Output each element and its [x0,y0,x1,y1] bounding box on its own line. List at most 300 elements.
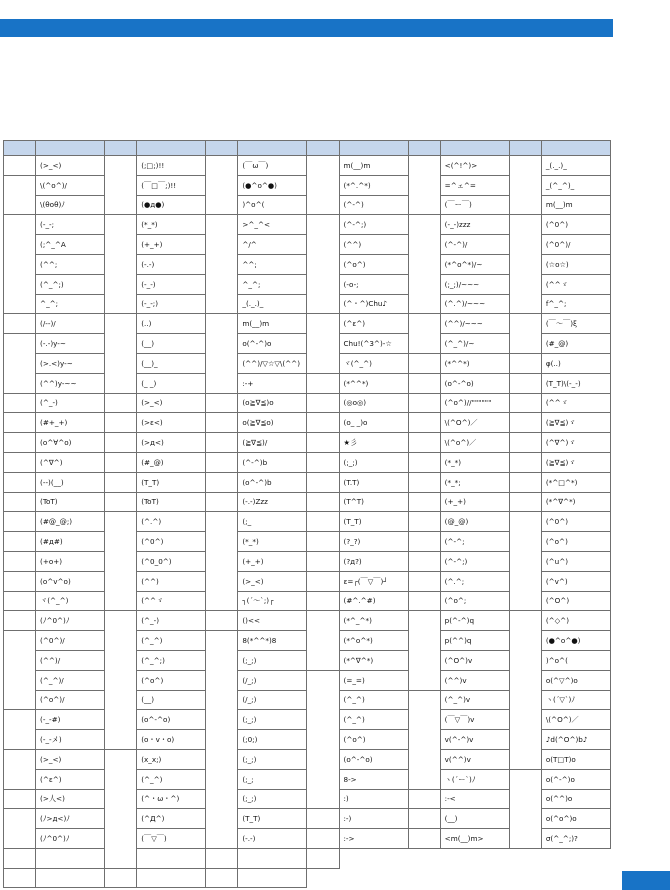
emoticon-cell[interactable] [4,848,36,868]
key-cell [4,749,36,789]
emoticon-cell[interactable]: (-.-)y-~ [36,334,105,354]
key-cell [408,452,440,472]
emoticon-cell[interactable]: (o・v・o) [137,730,206,750]
emoticon-cell[interactable]: (;_;) [238,749,307,769]
emoticon-cell[interactable]: (;_;) [238,710,307,730]
key-cell [307,571,339,591]
header-key-cell [307,141,339,156]
emoticon-cell[interactable]: (^-^; [440,532,509,552]
emoticon-cell[interactable]: (-o-; [339,274,408,294]
emoticon-cell[interactable]: (>д<) [137,433,206,453]
key-cell [4,175,36,215]
emoticon-cell[interactable]: (;_;) [238,789,307,809]
emoticon-cell[interactable]: (^^)/ [36,650,105,670]
emoticon-cell[interactable]: (/_;) [238,690,307,710]
emoticon-cell[interactable]: ε=┌(￣▽￣)┘ [339,571,408,591]
emoticon-cell[interactable]: (--)(__) [36,472,105,492]
emoticon-cell[interactable]: o(^^)o [541,789,610,809]
emoticon-cell[interactable]: (^.^) [137,512,206,532]
emoticon-cell[interactable]: (*^^*) [440,353,509,373]
key-cell [509,769,541,848]
emoticon-cell[interactable]: (^^) [339,235,408,255]
table-row [4,433,611,453]
key-cell [105,472,137,492]
emoticon-cell[interactable]: (^_^) [339,710,408,730]
emoticon-cell[interactable]: (^0_0^) [137,551,206,571]
emoticon-cell[interactable]: (^-^)b [238,452,307,472]
emoticon-cell[interactable]: ()<< [238,611,307,631]
emoticon-cell[interactable]: o(T□T)o [541,749,610,769]
emoticon-cell[interactable]: o(^-^)o [238,334,307,354]
emoticon-cell[interactable]: (o_ _)o [339,413,408,433]
emoticon-cell[interactable]: (^0^) [541,512,610,532]
emoticon-cell[interactable]: ヾ(^_^) [339,353,408,373]
emoticon-cell[interactable]: (o^v^o) [36,571,105,591]
emoticon-cell[interactable]: p(^^)q [440,631,509,651]
emoticon-cell[interactable]: (o^-^o) [339,749,408,769]
key-cell [105,393,137,413]
emoticon-cell[interactable]: ♪d(^O^)b♪ [541,730,610,750]
emoticon-cell[interactable]: (-_-メ) [36,730,105,750]
emoticon-cell[interactable]: >^_^< [238,215,307,235]
emoticon-cell[interactable]: \(θoθ)ﾉ [36,195,105,215]
emoticon-cell[interactable]: (^ε^) [36,769,105,789]
emoticon-cell[interactable]: (●д●) [137,195,206,215]
emoticon-cell[interactable]: ^^; [238,254,307,274]
emoticon-cell[interactable]: (^o^) [339,730,408,750]
emoticon-cell[interactable]: (*^^*) [339,373,408,393]
emoticon-cell[interactable]: (;_;) [238,650,307,670]
emoticon-cell[interactable]: (^o^) [137,670,206,690]
key-cell [408,789,440,809]
emoticon-cell[interactable]: (o^-^o) [137,710,206,730]
key-cell [307,373,339,393]
emoticon-cell[interactable]: (ToT) [137,492,206,512]
key-cell [408,809,440,829]
emoticon-cell[interactable] [137,868,206,888]
emoticon-cell[interactable]: (=_=) [339,670,408,690]
emoticon-cell[interactable]: (o^-^)b [238,472,307,492]
key-cell [4,314,36,334]
emoticon-cell[interactable]: (^0^)/ [36,631,105,651]
key-cell [307,809,339,829]
emoticon-cell[interactable]: φ(..) [541,353,610,373]
emoticon-cell[interactable]: (*_*) [440,452,509,472]
emoticon-cell[interactable]: (●^o^●) [541,631,610,651]
key-cell [4,512,36,532]
emoticon-cell[interactable]: (>.<)y-~ [36,353,105,373]
key-cell [206,472,238,492]
emoticon-cell[interactable]: ★彡 [339,433,408,453]
emoticon-cell[interactable]: σ(^_^;)? [541,829,610,849]
key-cell [408,433,440,453]
emoticon-cell[interactable]: \(^O^)／ [541,710,610,730]
emoticon-cell[interactable]: (^^)v [440,670,509,690]
key-cell [307,670,339,809]
emoticon-cell[interactable]: (-_-)zzz [440,215,509,235]
emoticon-cell[interactable]: (_ _) [137,373,206,393]
emoticon-cell[interactable]: _(^_^)_ [541,175,610,195]
emoticon-cell[interactable]: (￣～￣)ξ [541,314,610,334]
emoticon-cell[interactable]: (>_<) [36,156,105,176]
emoticon-cell[interactable]: (◎o◎) [339,393,408,413]
key-cell [509,413,541,433]
emoticon-cell[interactable]: (^o^)/ [36,690,105,710]
key-cell [408,393,440,413]
table-row [4,611,611,631]
emoticon-cell[interactable]: (+o+) [36,551,105,571]
key-cell [105,413,137,433]
key-cell [4,215,36,314]
key-cell [307,591,339,611]
emoticon-cell[interactable]: (^_^) [137,769,206,789]
emoticon-cell[interactable]: (*^.^*) [339,175,408,195]
emoticon-cell[interactable]: (ﾉ>д<)ﾉ [36,809,105,829]
emoticon-cell[interactable]: o(^-^)o [541,769,610,789]
emoticon-cell[interactable]: 8(*^^*)8 [238,631,307,651]
emoticon-cell[interactable]: (^_^) [339,690,408,710]
emoticon-cell[interactable]: (^Д^) [137,809,206,829]
emoticon-cell[interactable]: (ﾉ^0^)ﾉ [36,829,105,849]
emoticon-cell[interactable]: (^.^)/~~~ [440,294,509,314]
emoticon-cell[interactable]: (^^ゞ [137,591,206,611]
emoticon-cell[interactable]: (*_*; [440,472,509,492]
key-cell [4,809,36,849]
table-row [4,512,611,532]
emoticon-cell[interactable]: )^o^( [541,650,610,670]
key-cell [509,353,541,373]
key-cell [206,215,238,314]
header-key-cell [105,141,137,156]
key-cell [408,829,440,849]
emoticon-cell[interactable]: (^0^) [137,532,206,552]
key-cell [408,492,440,512]
emoticon-cell[interactable]: (^_^;) [36,274,105,294]
emoticon-cell[interactable]: (^^) [137,571,206,591]
emoticon-cell[interactable]: :-< [440,789,509,809]
emoticon-cell[interactable]: (^0^)/ [541,235,610,255]
emoticon-cell[interactable]: (;_;)/~~~ [440,274,509,294]
emoticon-cell[interactable]: (^v^) [541,571,610,591]
emoticon-cell[interactable]: (__) [137,690,206,710]
emoticon-cell[interactable]: (^_^)/ [36,670,105,690]
emoticon-cell[interactable]: v(^-^)v [440,730,509,750]
title-bar [0,19,613,37]
emoticon-cell[interactable]: (☆o☆) [541,254,610,274]
key-cell [206,314,238,393]
emoticon-cell[interactable]: (-_-;) [137,294,206,314]
emoticon-cell[interactable]: (^_^)v [440,690,509,710]
key-cell [509,452,541,472]
key-cell [408,551,440,571]
emoticon-cell[interactable]: (^∇^)ゞ [541,433,610,453]
key-cell [307,829,339,849]
key-cell [307,492,339,512]
emoticon-cell[interactable]: (ﾉ^0^)ﾉ [36,611,105,631]
emoticon-cell[interactable]: (*_*) [238,532,307,552]
emoticon-cell[interactable]: o(≧∇≦o) [238,413,307,433]
emoticon-cell[interactable]: (^0^) [541,215,610,235]
emoticon-cell[interactable]: :-> [339,829,408,849]
emoticon-cell[interactable]: (^-^) [339,195,408,215]
key-cell [4,433,36,453]
emoticon-cell[interactable]: (^_^)/~ [440,334,509,354]
emoticon-cell[interactable]: (￣▽￣) [137,829,206,849]
key-cell [408,314,440,354]
header-key-cell [206,141,238,156]
key-cell [105,492,137,512]
emoticon-cell[interactable]: m(__)m [339,156,408,176]
emoticon-cell[interactable]: (@_@) [440,512,509,532]
table-row [4,215,611,235]
emoticon-cell[interactable]: (≧∇≦)ゞ [541,413,610,433]
emoticon-cell[interactable]: (^・^)Chu♪ [339,294,408,314]
key-cell [509,512,541,611]
emoticon-cell[interactable]: (^-^)/ [440,235,509,255]
key-cell [206,452,238,472]
emoticon-cell[interactable]: (?д?) [339,551,408,571]
emoticon-cell[interactable]: <(^!^)> [440,156,509,176]
emoticon-cell[interactable]: ^_^; [36,294,105,314]
emoticon-cell[interactable]: (≧∇≦)/ [238,433,307,453]
emoticon-cell[interactable]: (^ε^) [339,314,408,334]
emoticon-cell[interactable]: ┐(´～`;)┌ [238,591,307,611]
emoticon-cell[interactable]: (^∇^) [36,452,105,472]
emoticon-cell[interactable]: (>ε<) [137,413,206,433]
emoticon-cell[interactable]: (^o^) [541,532,610,552]
emoticon-cell[interactable]: (^^ゞ [541,393,610,413]
emoticon-cell[interactable]: p(^-^)q [440,611,509,631]
emoticon-cell[interactable]: :) [339,789,408,809]
emoticon-cell[interactable]: (^o^)//"""""" [440,393,509,413]
emoticon-cell[interactable]: \(^o^)/ [36,175,105,195]
emoticon-cell[interactable]: (>_<) [137,393,206,413]
emoticon-cell[interactable] [307,848,339,868]
key-cell [4,452,36,472]
emoticon-cell[interactable]: (T_T)\(-_-) [541,373,610,393]
emoticon-cell[interactable]: 8-> [339,769,408,789]
key-cell [307,393,339,413]
emoticon-cell[interactable]: (;^_^A [36,235,105,255]
emoticon-cell[interactable] [36,868,105,888]
emoticon-cell[interactable]: (￣▽￣)v [440,710,509,730]
emoticon-cell[interactable]: (*^∇^*) [541,492,610,512]
emoticon-cell[interactable]: (ToT) [36,492,105,512]
key-cell [4,393,36,413]
emoticon-cell[interactable]: (;0;) [238,730,307,750]
emoticon-cell[interactable]: (x_x;) [137,749,206,769]
emoticon-cell[interactable]: )^o^( [238,195,307,215]
emoticon-cell[interactable] [238,868,307,888]
emoticon-cell[interactable]: (o≧∇≦)o [238,393,307,413]
emoticon-cell[interactable]: (o^-^o) [440,373,509,393]
emoticon-cell[interactable]: Chu!(^3^)-☆ [339,334,408,354]
emoticon-cell[interactable]: (^_-) [137,611,206,631]
emoticon-table [3,140,611,888]
emoticon-cell[interactable]: (T.T) [339,472,408,492]
emoticon-cell[interactable]: f^_^; [541,294,610,314]
emoticon-cell[interactable]: (^_-) [36,393,105,413]
emoticon-cell[interactable]: (>人<) [36,789,105,809]
emoticon-cell[interactable]: (^◇^) [541,611,610,631]
emoticon-cell[interactable]: (..) [137,314,206,334]
emoticon-cell[interactable]: (#+_+) [36,413,105,433]
emoticon-cell[interactable]: (;_;) [339,452,408,472]
key-cell [408,571,440,591]
emoticon-cell[interactable]: (^^)/▽☆▽\(^^) [238,353,307,373]
key-cell [509,156,541,215]
key-cell [307,551,339,571]
emoticon-cell[interactable]: (o^∀^o) [36,433,105,453]
emoticon-cell[interactable]: (;□;)!! [137,156,206,176]
table-row [4,413,611,433]
emoticon-cell[interactable]: m(__)m [541,195,610,215]
emoticon-cell[interactable] [206,868,238,888]
emoticon-cell[interactable]: m(__)m [238,314,307,334]
key-cell [105,433,137,453]
emoticon-cell[interactable]: (+_+) [440,492,509,512]
emoticon-cell[interactable] [206,848,238,868]
emoticon-cell[interactable]: (*^∇^*) [339,650,408,670]
emoticon-cell[interactable]: (T_T) [339,512,408,532]
emoticon-cell[interactable]: (^-^;) [440,551,509,571]
emoticon-cell[interactable]: ヾ(^_^) [36,591,105,611]
emoticon-cell[interactable]: (￣□￣;)!! [137,175,206,195]
emoticon-cell[interactable]: (#_@) [541,334,610,354]
key-cell [408,512,440,532]
emoticon-cell[interactable]: (-_-#) [36,710,105,730]
emoticon-cell[interactable]: (●^o^●) [238,175,307,195]
emoticon-cell[interactable]: (T^T) [339,492,408,512]
table-row [4,314,611,334]
emoticon-cell[interactable]: :-) [339,809,408,829]
emoticon-cell[interactable]: (-.-)Zzz [238,492,307,512]
emoticon-cell[interactable]: o(^o^)o [541,809,610,829]
emoticon-cell[interactable]: ヽ(´▽`)ﾉ [541,690,610,710]
emoticon-cell[interactable]: (#д#) [36,532,105,552]
emoticon-cell[interactable]: (^.^; [440,571,509,591]
emoticon-cell[interactable]: (T_T) [137,472,206,492]
emoticon-cell[interactable] [4,868,36,888]
emoticon-cell[interactable]: (__)_ [137,353,206,373]
emoticon-cell[interactable]: ^_^; [238,274,307,294]
emoticon-cell[interactable]: (^_^) [137,631,206,651]
emoticon-cell[interactable]: (^o^; [440,591,509,611]
emoticon-cell[interactable]: (#^.^#) [339,591,408,611]
emoticon-cell[interactable] [238,848,307,868]
emoticon-cell[interactable]: ヽ(´ー`)ﾉ [440,769,509,789]
key-cell [4,789,36,809]
key-cell [4,532,36,552]
emoticon-cell[interactable]: =^ェ^= [440,175,509,195]
emoticon-cell[interactable]: (-_-; [36,215,105,235]
key-cell [4,334,36,393]
emoticon-cell[interactable]: :-+ [238,373,307,393]
emoticon-cell[interactable]: (*^o^*)/~ [440,254,509,274]
key-cell [307,472,339,492]
emoticon-cell[interactable]: (^^)/~~~ [440,314,509,334]
key-cell [307,413,339,433]
emoticon-cell[interactable]: (__) [137,334,206,354]
emoticon-cell[interactable] [36,848,105,868]
emoticon-cell[interactable]: (/--)/ [36,314,105,334]
emoticon-cell[interactable] [105,868,137,888]
emoticon-cell[interactable]: (^^)y-~~ [36,373,105,393]
emoticon-cell[interactable]: (-.-) [137,254,206,274]
emoticon-cell[interactable]: (^O^)v [440,650,509,670]
emoticon-cell[interactable]: _(._.)_ [238,294,307,314]
emoticon-cell[interactable]: (__) [440,809,509,829]
emoticon-cell[interactable] [137,848,206,868]
key-cell [408,532,440,552]
emoticon-cell[interactable]: (;_ [238,512,307,532]
emoticon-cell[interactable]: (^u^) [541,551,610,571]
key-cell [206,512,238,611]
emoticon-cell[interactable]: (*^o^*) [339,631,408,651]
header-value-cell [36,141,105,156]
emoticon-cell[interactable]: (*^□^*) [541,472,610,492]
emoticon-cell[interactable]: (#@_@;) [36,512,105,532]
key-cell [307,314,339,373]
emoticon-cell[interactable]: (*^_^*) [339,611,408,631]
emoticon-cell[interactable]: (>_<) [238,571,307,591]
emoticon-cell[interactable]: (/_;) [238,670,307,690]
emoticon-cell[interactable]: (^O^) [541,591,610,611]
key-cell [408,591,440,611]
emoticon-cell[interactable]: (T_T) [238,809,307,829]
emoticon-cell[interactable]: (≧∇≦)ゞ [541,452,610,472]
emoticon-cell[interactable]: (*_*) [137,215,206,235]
emoticon-cell[interactable]: (+_+) [137,235,206,255]
emoticon-cell[interactable]: (^_^;) [137,650,206,670]
key-cell [4,591,36,611]
key-cell [206,492,238,512]
emoticon-cell[interactable]: (^^ゞ [541,274,610,294]
emoticon-cell[interactable]: (+_+) [238,551,307,571]
emoticon-cell[interactable]: (?_?) [339,532,408,552]
key-cell [206,413,238,433]
emoticon-cell[interactable]: (^^; [36,254,105,274]
emoticon-cell[interactable]: <m(__)m> [440,829,509,849]
emoticon-cell[interactable]: v(^^)v [440,749,509,769]
emoticon-cell[interactable]: \(^o^)／ [440,433,509,453]
key-cell [307,433,339,453]
emoticon-cell[interactable]: _(._.)_ [541,156,610,176]
emoticon-cell[interactable]: (^・ω・^) [137,789,206,809]
table-row [4,472,611,492]
emoticon-cell[interactable]: (￣ω￣) [238,156,307,176]
emoticon-cell[interactable]: \(^O^)／ [440,413,509,433]
emoticon-cell[interactable]: (^-^;) [339,215,408,235]
emoticon-cell[interactable]: o(^▽^)o [541,670,610,690]
header-value-cell [440,141,509,156]
key-cell [307,532,339,552]
emoticon-cell[interactable]: (-.-) [238,829,307,849]
key-cell [4,631,36,710]
key-cell [4,551,36,571]
emoticon-cell[interactable]: (^o^) [339,254,408,274]
header-value-cell [541,141,610,156]
key-cell [4,710,36,750]
emoticon-cell[interactable]: (￣ー￣) [440,195,509,215]
emoticon-cell[interactable]: (>_<) [36,749,105,769]
emoticon-cell[interactable]: (;_; [238,769,307,789]
emoticon-cell[interactable]: (-_-) [137,274,206,294]
key-cell [105,611,137,750]
header-value-cell [339,141,408,156]
emoticon-cell[interactable]: (#_@) [137,452,206,472]
emoticon-cell[interactable]: ^/^ [238,235,307,255]
